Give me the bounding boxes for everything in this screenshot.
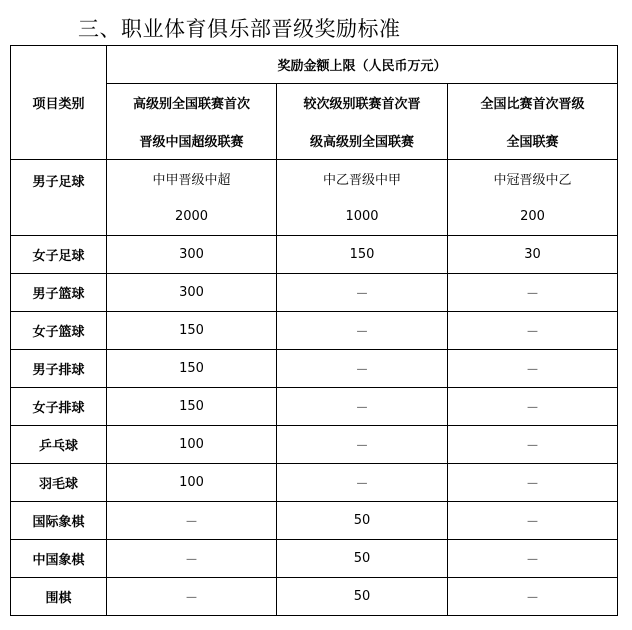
- category-mens-volleyball: 男子排球: [11, 350, 107, 388]
- value-badminton-3: －: [448, 464, 618, 502]
- value-table-tennis-2: －: [277, 426, 448, 464]
- category-mens-basketball: 男子篮球: [11, 274, 107, 312]
- value-womens-volleyball-1: 150: [107, 388, 277, 426]
- value-badminton-1: 100: [107, 464, 277, 502]
- value-international-chess-1: －: [107, 502, 277, 540]
- note-mens-football-1: 中甲晋级中超: [107, 160, 277, 198]
- header-col-3-line-1: 全国比赛首次晋级: [448, 84, 618, 122]
- value-womens-basketball-1: 150: [107, 312, 277, 350]
- value-go-2: 50: [277, 578, 448, 616]
- category-chinese-chess: 中国象棋: [11, 540, 107, 578]
- section-title: 三、职业体育俱乐部晋级奖励标准: [78, 17, 401, 41]
- value-go-1: －: [107, 578, 277, 616]
- value-go-3: －: [448, 578, 618, 616]
- value-womens-football-2: 150: [277, 236, 448, 274]
- category-international-chess: 国际象棋: [11, 502, 107, 540]
- category-womens-volleyball: 女子排球: [11, 388, 107, 426]
- category-table-tennis: 乒乓球: [11, 426, 107, 464]
- value-mens-volleyball-3: －: [448, 350, 618, 388]
- category-mens-football: 男子足球: [11, 160, 107, 236]
- note-mens-football-3: 中冠晋级中乙: [448, 160, 618, 198]
- header-col-3-line-2: 全国联赛: [448, 122, 618, 160]
- value-womens-basketball-2: －: [277, 312, 448, 350]
- value-mens-football-1: 2000: [107, 198, 277, 236]
- value-table-tennis-3: －: [448, 426, 618, 464]
- value-badminton-2: －: [277, 464, 448, 502]
- note-mens-football-2: 中乙晋级中甲: [277, 160, 448, 198]
- header-col-1-line-2: 晋级中国超级联赛: [107, 122, 277, 160]
- value-mens-volleyball-2: －: [277, 350, 448, 388]
- value-womens-football-3: 30: [448, 236, 618, 274]
- value-mens-football-2: 1000: [277, 198, 448, 236]
- value-chinese-chess-1: －: [107, 540, 277, 578]
- category-womens-basketball: 女子篮球: [11, 312, 107, 350]
- value-womens-volleyball-2: －: [277, 388, 448, 426]
- value-international-chess-3: －: [448, 502, 618, 540]
- header-category: 项目类别: [11, 46, 107, 160]
- value-womens-volleyball-3: －: [448, 388, 618, 426]
- header-col-2-line-1: 较次级别联赛首次晋: [277, 84, 448, 122]
- category-badminton: 羽毛球: [11, 464, 107, 502]
- value-mens-basketball-2: －: [277, 274, 448, 312]
- value-womens-football-1: 300: [107, 236, 277, 274]
- reward-standards-table: [10, 45, 618, 616]
- category-go: 围棋: [11, 578, 107, 616]
- header-reward-cap: 奖励金额上限（人民币万元）: [107, 46, 618, 84]
- header-col-2-line-2: 级高级别全国联赛: [277, 122, 448, 160]
- header-col-1-line-1: 高级别全国联赛首次: [107, 84, 277, 122]
- category-womens-football: 女子足球: [11, 236, 107, 274]
- value-chinese-chess-2: 50: [277, 540, 448, 578]
- value-mens-basketball-1: 300: [107, 274, 277, 312]
- value-mens-football-3: 200: [448, 198, 618, 236]
- value-international-chess-2: 50: [277, 502, 448, 540]
- value-chinese-chess-3: －: [448, 540, 618, 578]
- value-womens-basketball-3: －: [448, 312, 618, 350]
- value-mens-basketball-3: －: [448, 274, 618, 312]
- value-table-tennis-1: 100: [107, 426, 277, 464]
- value-mens-volleyball-1: 150: [107, 350, 277, 388]
